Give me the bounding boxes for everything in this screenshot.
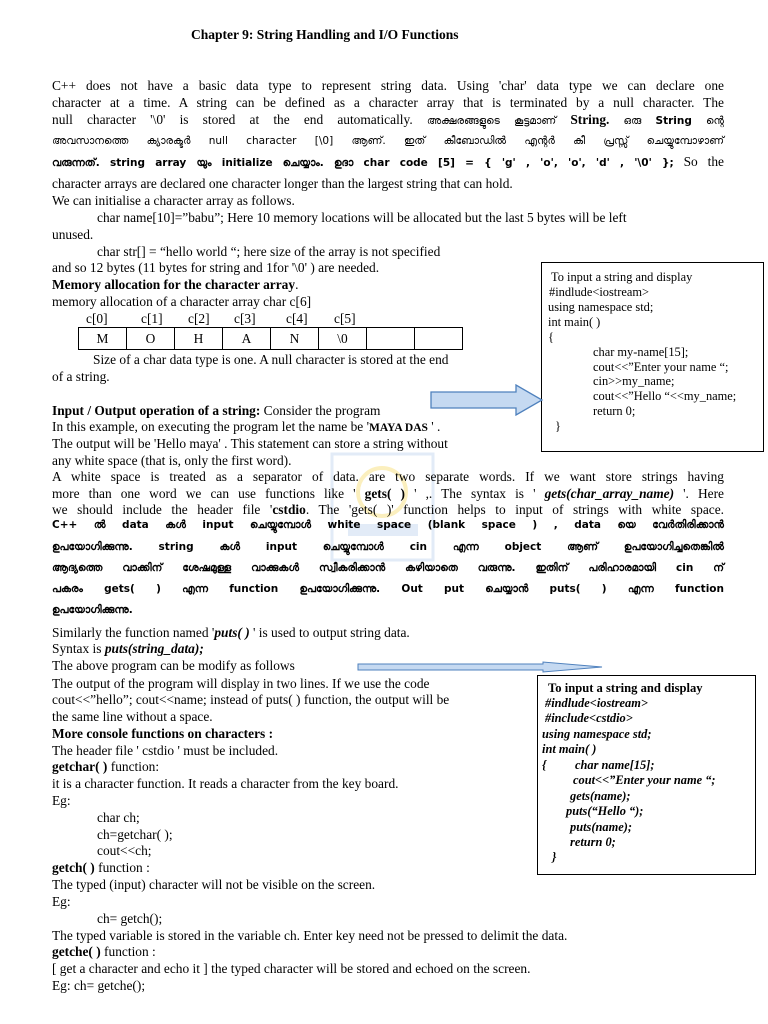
io-malayalam-line-2: ഉപയോഗിക്കുന്നു. string കൾ input ചെയ്യുമ്പോൾ cin എന്ന object ആണ് ഉപയോഗിച്ചതെങ്കിൽ [52,541,724,553]
io-malayalam-line-5: ഉപയോഗിക്കുന്നു. [52,604,133,616]
memory-heading: Memory allocation for the character array. [52,277,299,292]
getche-description: [ get a character and echo it ] the typed character will be stored and echoed on the screen. [52,961,531,976]
right-arrow-icon [357,661,604,673]
code-line: { [548,330,554,344]
getch-description: The typed (input) character will not be visible on the screen. [52,877,376,892]
code-line: #indlude<iostream> [545,696,648,710]
code-line: #indlude<iostream> [549,285,650,299]
intro-line-5: വരുന്നത്. string array യും initialize ചെയ്യാം. ഉദാ char code [5] = { 'g' , 'o', 'o', 'd' , '\0' }; So the [52,154,724,169]
code-box-cin [541,262,764,452]
intro-line-3: null character '\0' is stored at the end automatically. അക്ഷരങ്ങളുടെ കൂട്ടമാണ് String. ഒരു String ന്റെ [52,112,724,127]
array-cell: A [223,328,271,350]
code-line: cout<<”Enter your name “; [593,360,729,374]
puts-paragraph-6: the same line without a space. [52,709,213,724]
io-paragraph-4: A white space is treated as a separator of data. are two separate words. If we want store strings having [52,469,724,484]
code-line: int main( ) [542,742,597,756]
getchar-description: it is a character function. It reads a character from the key board. [52,776,399,791]
array-cell: M [79,328,127,350]
intro-line-4-malayalam: അവസാനത്തെ ക്യാരക്ടർ null character [\0] ആണ്. ഇത് കീബോഡിൽ എന്റർ കീ പ്രസ്സ് ചെയ്യുമ്പോഴാണ് [52,135,724,147]
array-index-0: c[0] [86,311,108,326]
array-cell [415,328,463,350]
code-line: char my-name[15]; [593,345,689,359]
array-cell: O [127,328,175,350]
puts-paragraph-3: The above program can be modify as follows [52,658,295,673]
getch-code: ch= getch(); [97,911,163,926]
io-heading: Input / Output operation of a string: Consider the program [52,403,381,418]
puts-paragraph-1: Similarly the function named 'puts( ) ' is used to output string data. [52,625,410,640]
code-line: puts(“Hello “); [566,804,644,818]
page-title: Chapter 9: String Handling and I/O Functions [191,27,459,42]
code-line: int main( ) [548,315,601,329]
intro-line-6: character arrays are declared one character longer than the largest string that can hold. [52,176,513,191]
memory-subtitle: memory allocation of a character array char c[6] [52,294,312,309]
array-cell: \0 [319,328,367,350]
code-line: puts(name); [570,820,632,834]
code-line: gets(name); [570,789,631,803]
example-label: Eg: [52,894,71,909]
code-line: cout<<”Hello “<<my_name; [593,389,737,403]
intro-line-7: We can initialise a character array as follows. [52,193,295,208]
array-cell: H [175,328,223,350]
array-cell [367,328,415,350]
code-line: cout<<”Enter your name “; [573,773,716,787]
array-cell: N [271,328,319,350]
io-malayalam-line-3: ആദ്യത്തെ വാക്കിന് ശേഷമുള്ള വാക്കുകൾ സ്വീകരിക്കാൻ കഴിയാതെ വരുന്നു. ഇതിന് പരിഹാരമായി cin ന് [52,562,724,574]
code-line: using namespace std; [542,727,652,741]
code-line: } [555,419,561,433]
intro-line-10: char str[] = “hello world “; here size of the array is not specified [97,244,441,259]
intro-line-9: unused. [52,227,94,242]
getche-example: Eg: ch= getche(); [52,978,146,993]
array-index-1: c[1] [141,311,163,326]
io-paragraph-3: any white space (that is, only the first word). [52,453,292,468]
getche-heading: getche( ) function : [52,944,156,959]
puts-paragraph-5: cout<<”hello”; cout<<name; instead of puts( ) function, the output will be [52,692,450,707]
array-index-4: c[4] [286,311,308,326]
code-line: To input a string and display [548,681,703,695]
puts-paragraph-4: The output of the program will display in two lines. If we use the code [52,676,430,691]
console-header-note: The header file ' cstdio ' must be included. [52,743,279,758]
right-arrow-icon [430,384,544,416]
code-line: } [552,850,557,864]
memory-array-table [78,327,463,350]
code-line: cin>>my_name; [593,374,675,388]
io-paragraph-6: we should include the header file 'cstdio. The 'gets( )' function helps to input of strings with white space. [52,502,725,517]
memory-note-1: Size of a char data type is one. A null character is stored at the end [93,352,449,367]
io-malayalam-line-1: C++ ൽ data കൾ input ചെയ്യുമ്പോൾ white space (blank space ) , data യെ വേർതിരിക്കാൻ [52,519,724,531]
array-index-3: c[3] [234,311,256,326]
code-line: using namespace std; [548,300,654,314]
getch-description-2: The typed variable is stored in the variable ch. Enter key need not be pressed to delimit the data. [52,928,568,943]
console-heading: More console functions on characters : [52,726,274,741]
code-line: char name[15]; [575,758,655,772]
getchar-code-3: cout<<ch; [97,843,152,858]
code-line: return 0; [593,404,636,418]
intro-line-2: character at a time. A string can be defined as a character array that is terminated by a null character. The [52,95,724,110]
array-index-2: c[2] [188,311,210,326]
code-line: To input a string and display [551,270,693,284]
getchar-code-1: char ch; [97,810,140,825]
intro-line-8: char name[10]=”babu”; Here 10 memory locations will be allocated but the last 5 bytes will be left [97,210,627,225]
code-box-gets-puts [537,675,756,875]
io-malayalam-line-4: പകരം gets( ) എന്ന function ഉപയോഗിക്കുന്നു. Out put ചെയ്യാൻ puts( ) എന്ന function [52,583,724,595]
io-paragraph-2: The output will be 'Hello maya' . This statement can store a string without [52,436,448,451]
io-paragraph-1: In this example, on executing the program let the name be 'MAYA DAS ' . [52,419,441,434]
code-line: return 0; [570,835,616,849]
example-label: Eg: [52,793,71,808]
getch-heading: getch( ) function : [52,860,150,875]
intro-line-1: C++ does not have a basic data type to represent string data. Using 'char' data type we can declare one [52,78,724,93]
array-index-5: c[5] [334,311,356,326]
code-line: #include<cstdio> [545,711,633,725]
io-paragraph-5: more than one word we can use functions like ' gets( ) ' ,. The syntax is ' gets(char_array_name) '. Here [52,486,724,501]
getchar-code-2: ch=getchar( ); [97,827,173,842]
code-line: { [542,758,547,772]
puts-syntax: Syntax is puts(string_data); [52,641,204,656]
intro-line-11: and so 12 bytes (11 bytes for string and 1for '\0' ) are needed. [52,260,380,275]
memory-note-2: of a string. [52,369,110,384]
getchar-heading: getchar( ) function: [52,759,160,774]
